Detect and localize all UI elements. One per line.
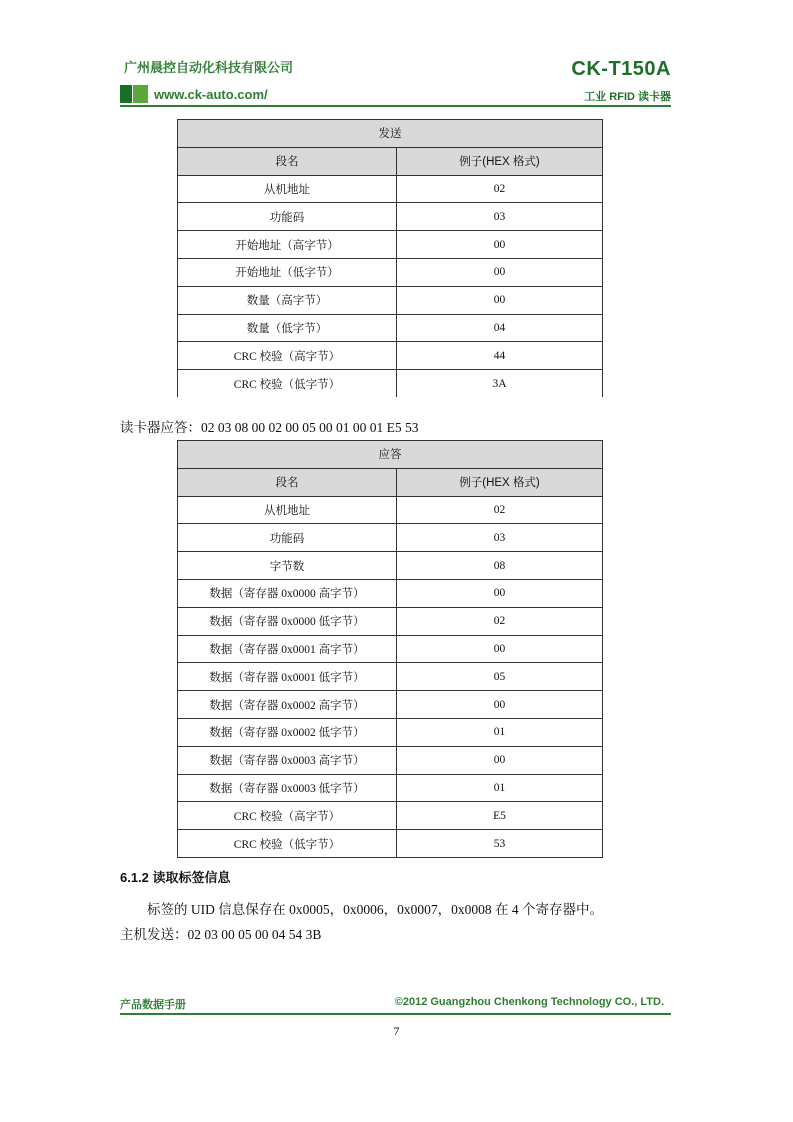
send-table-row	[178, 370, 603, 397]
response-table-field-cell: 数据（寄存器 0x0003 高字节）	[178, 746, 397, 774]
response-col-example-header: 例子(HEX 格式)	[397, 468, 603, 496]
response-table-row	[178, 496, 603, 524]
response-table-value-cell: E5	[397, 802, 603, 830]
send-table-field-cell: 开始地址（高字节）	[178, 231, 397, 259]
logo-block-dark	[120, 85, 132, 103]
response-table-row	[178, 579, 603, 607]
response-table-field-cell: 数据（寄存器 0x0003 低字节）	[178, 774, 397, 802]
response-table-row	[178, 802, 603, 830]
page-number: 7	[393, 1024, 400, 1038]
host-send-line: 主机发送：02 03 00 05 00 04 54 3B	[120, 927, 322, 942]
footer-doc-type: 产品数据手册	[120, 999, 186, 1011]
send-table-field-cell: 功能码	[178, 203, 397, 231]
send-table-field-cell: 从机地址	[178, 175, 397, 203]
response-table-value-cell: 00	[397, 746, 603, 774]
footer-copyright: ©2012 Guangzhou Chenkong Technology CO., LTD.	[394, 996, 664, 1008]
send-table-value-cell: 00	[397, 231, 603, 259]
send-table-field-cell: 数量（高字节）	[178, 286, 397, 314]
response-table-value-cell: 53	[397, 830, 603, 858]
logo-block-light	[133, 85, 148, 103]
response-table-field-cell: CRC 校验（低字节）	[178, 830, 397, 858]
send-col-example-header: 例子(HEX 格式)	[397, 147, 603, 175]
response-table-field-cell: 从机地址	[178, 496, 397, 524]
response-table-value-cell: 02	[397, 496, 603, 524]
section-title: 6.1.2 读取标签信息	[120, 870, 231, 885]
send-table-field-cell: CRC 校验（低字节）	[178, 370, 397, 397]
send-table-row	[178, 203, 603, 231]
response-table-row	[178, 830, 603, 858]
response-table-value-cell: 03	[397, 524, 603, 552]
reader-response-line: 读卡器应答：02 03 08 00 02 00 05 00 01 00 01 E5 53	[120, 420, 419, 435]
send-table-value-cell: 04	[397, 314, 603, 342]
response-table-field-cell: 数据（寄存器 0x0002 高字节）	[178, 691, 397, 719]
response-table-value-cell: 08	[397, 552, 603, 580]
response-table-value-cell: 01	[397, 718, 603, 746]
response-table-value-cell: 01	[397, 774, 603, 802]
response-table-field-cell: CRC 校验（高字节）	[178, 802, 397, 830]
response-table-value-cell: 00	[397, 691, 603, 719]
response-table-field-cell: 数据（寄存器 0x0001 低字节）	[178, 663, 397, 691]
response-table-row	[178, 635, 603, 663]
send-table-field-cell: 开始地址（低字节）	[178, 258, 397, 286]
response-table-value-cell: 02	[397, 607, 603, 635]
send-table-field-cell: 数量（低字节）	[178, 314, 397, 342]
response-table-row	[178, 746, 603, 774]
response-table-row	[178, 607, 603, 635]
send-table-row	[178, 314, 603, 342]
response-table-field-cell: 功能码	[178, 524, 397, 552]
send-table-value-cell: 03	[397, 203, 603, 231]
send-table-row	[178, 342, 603, 370]
response-table	[177, 440, 603, 858]
response-table-value-cell: 00	[397, 635, 603, 663]
response-table-row	[178, 663, 603, 691]
product-model: CK-T150A	[571, 58, 671, 80]
response-table-field-cell: 数据（寄存器 0x0000 低字节）	[178, 607, 397, 635]
header-divider	[120, 105, 671, 107]
response-table-row	[178, 524, 603, 552]
response-table-field-cell: 数据（寄存器 0x0000 高字节）	[178, 579, 397, 607]
send-table-value-cell: 02	[397, 175, 603, 203]
send-table-row	[178, 175, 603, 203]
send-table-value-cell: 3A	[397, 370, 603, 397]
response-table-row	[178, 718, 603, 746]
response-col-field-header: 段名	[178, 468, 397, 496]
section-body: 标签的 UID 信息保存在 0x0005，0x0006，0x0007，0x0008 在 4 个寄存器中。	[147, 902, 603, 917]
product-subtitle: 工业 RFID 读卡器	[584, 91, 671, 103]
send-table-row	[178, 286, 603, 314]
response-table-row	[178, 552, 603, 580]
response-table-field-cell: 字节数	[178, 552, 397, 580]
send-table-row	[178, 258, 603, 286]
company-name: 广州晨控自动化科技有限公司	[124, 60, 294, 75]
send-col-field-header: 段名	[178, 147, 397, 175]
send-table-field-cell: CRC 校验（高字节）	[178, 342, 397, 370]
response-table-value-cell: 05	[397, 663, 603, 691]
send-table-caption: 发送	[178, 120, 603, 148]
response-table-value-cell: 00	[397, 579, 603, 607]
response-table-caption: 应答	[178, 441, 603, 469]
logo-icon	[120, 85, 148, 103]
send-table-value-cell: 44	[397, 342, 603, 370]
response-table-row	[178, 774, 603, 802]
response-table-field-cell: 数据（寄存器 0x0002 低字节）	[178, 718, 397, 746]
send-table-row	[178, 231, 603, 259]
send-table	[177, 119, 603, 397]
website-url[interactable]: www.ck-auto.com/	[154, 87, 268, 102]
send-table-value-cell: 00	[397, 286, 603, 314]
footer-divider	[120, 1013, 671, 1015]
send-table-value-cell: 00	[397, 258, 603, 286]
response-table-field-cell: 数据（寄存器 0x0001 高字节）	[178, 635, 397, 663]
response-table-row	[178, 691, 603, 719]
